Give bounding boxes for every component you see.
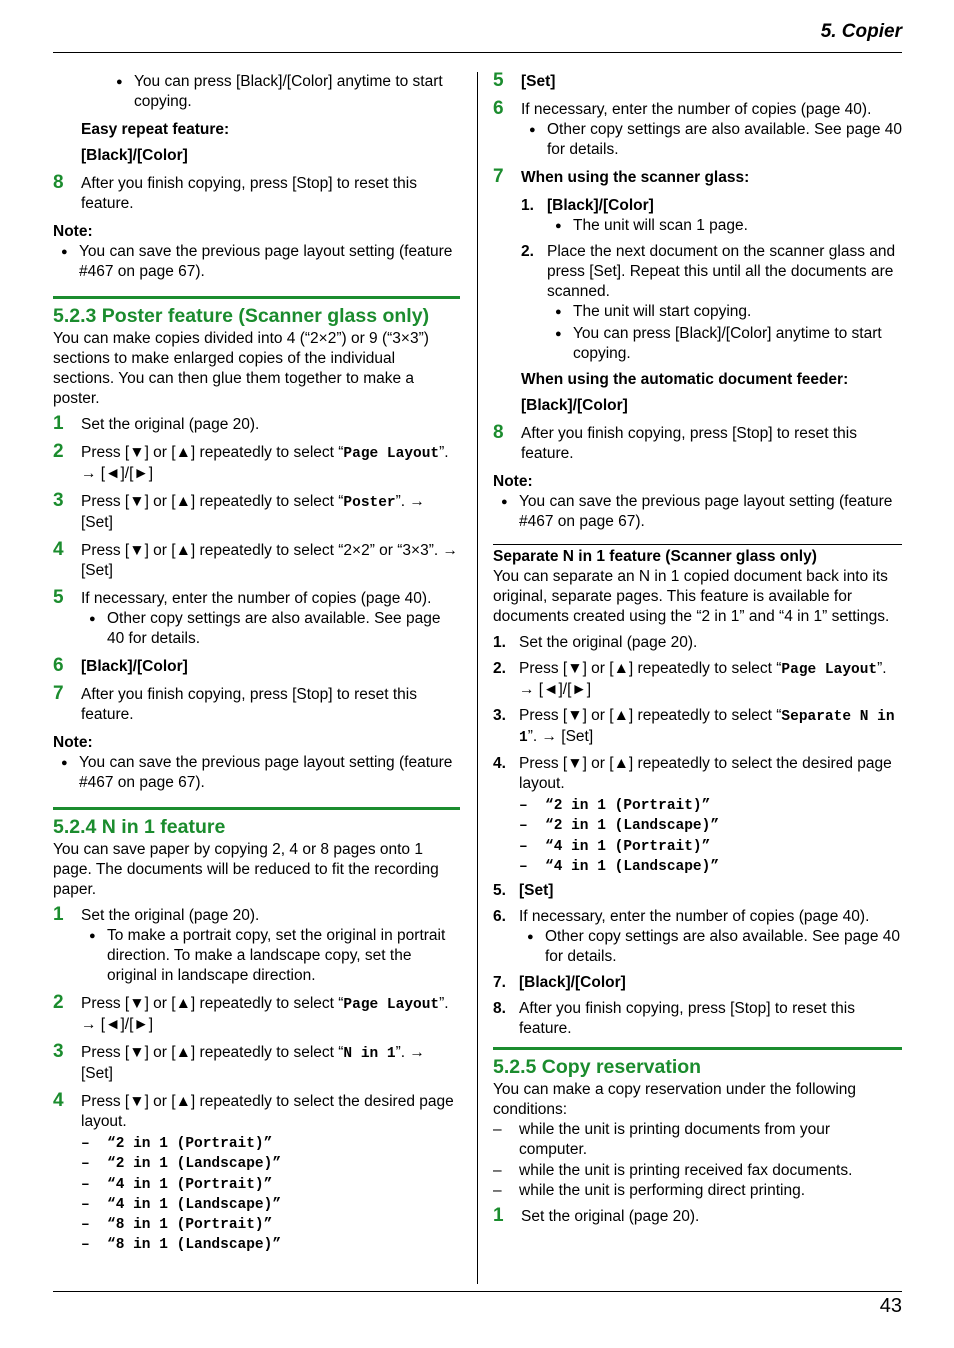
step (493, 100, 902, 160)
step-number: 6. (493, 908, 506, 926)
step-number: 2. (521, 243, 534, 260)
step-text (81, 444, 449, 482)
step-number: 8. (493, 1000, 506, 1018)
layout-option: – “4 in 1 (Landscape)” (519, 857, 902, 877)
step-text-pre: Press [▼] or [▲] repeatedly to select “ (81, 444, 344, 461)
step-number: 2 (53, 992, 64, 1013)
easy-repeat-title: Easy repeat feature: (81, 121, 230, 138)
step-text: Press [▼] or [▲] repeatedly to select “2×2” or “3×3”. → [Set] (81, 542, 458, 579)
step-number: 4. (493, 755, 506, 772)
step-number: 1 (53, 413, 64, 434)
list-item: ● Other copy settings are also available. See page 40 for details. (81, 609, 460, 649)
layout-options (493, 796, 902, 877)
note-item: ● You can save the previous page layout setting (feature #467 on page 67). (53, 753, 460, 793)
step (521, 242, 902, 364)
note-item: ● You can save the previous page layout setting (feature #467 on page 67). (53, 242, 460, 282)
step-number: 7 (493, 166, 504, 187)
reservation-section (493, 1047, 902, 1227)
step-text: After you finish copying, press [Stop] to reset this feature. (81, 686, 417, 723)
step-text: [Black]/[Color] (81, 658, 188, 675)
step (53, 994, 460, 1035)
section-intro: You can save paper by copying 2, 4 or 8 pages onto 1 page. The documents will be reduced to fit the recording paper. (53, 841, 439, 898)
step-text: [Black]/[Color] (519, 974, 626, 992)
step-text: When using the scanner glass: (521, 169, 750, 186)
step-text-post: ”. → [◄]/[►] (81, 444, 449, 482)
step-text: Press [▼] or [▲] repeatedly to select the desired page layout. (81, 1093, 454, 1130)
layout-option: – “4 in 1 (Landscape)” (81, 1195, 460, 1215)
menu-code: Page Layout (343, 446, 440, 462)
poster-section (53, 296, 460, 793)
step-number: 5 (493, 70, 504, 91)
step-number: 1. (493, 634, 506, 651)
note-item: ● You can save the previous page layout setting (feature #467 on page 67). (493, 492, 902, 532)
step-number: 7. (493, 974, 506, 992)
step-text (519, 707, 895, 745)
menu-code: N in 1 (343, 1046, 396, 1062)
step-text-post: ”. → [◄]/[►] (81, 995, 449, 1033)
scanner-glass-steps (493, 196, 902, 364)
step-text: Set the original (page 20). (521, 1208, 700, 1226)
step-text-pre: Press [▼] or [▲] repeatedly to select “ (81, 493, 344, 510)
step (521, 196, 902, 236)
layout-option: – “2 in 1 (Portrait)” (81, 1134, 460, 1154)
step (53, 415, 460, 435)
conditions-list (493, 1120, 902, 1201)
condition-item: – while the unit is printing documents from your computer. (493, 1120, 902, 1161)
step-number: 2. (493, 660, 506, 677)
step-number: 1. (521, 197, 534, 214)
separate-section (493, 544, 902, 1039)
column-divider (477, 72, 478, 1284)
step (53, 174, 460, 214)
menu-code: Page Layout (343, 997, 440, 1013)
step-text (81, 493, 425, 531)
step-text (81, 995, 449, 1033)
list-item: ● You can press [Black]/[Color] anytime to start copying. (547, 324, 902, 364)
step (493, 1207, 902, 1227)
step-number: 5. (493, 882, 506, 900)
step-text-pre: Press [▼] or [▲] repeatedly to select “ (519, 660, 782, 677)
step-text: If necessary, enter the number of copies (page 40). (521, 101, 872, 118)
step-number: 1 (53, 904, 64, 925)
list-item: ● The unit will scan 1 page. (547, 216, 902, 236)
step-text: Place the next document on the scanner glass and press [Set]. Repeat this until all the documents are scanned. (547, 243, 896, 300)
chapter-title: 5. Copier (820, 21, 902, 42)
step (53, 541, 460, 581)
step-number: 5 (53, 587, 64, 608)
step-text: [Set] (519, 882, 554, 900)
step (53, 657, 460, 677)
section-intro: You can make a copy reservation under the following conditions: (493, 1081, 857, 1119)
step (493, 659, 902, 700)
step-number: 7 (53, 683, 64, 704)
step-text: Set the original (page 20). (81, 416, 260, 433)
step-text: Set the original (page 20). (81, 907, 260, 924)
condition-item: – while the unit is printing received fax documents. (493, 1161, 902, 1181)
step (493, 881, 902, 901)
footer-rule (53, 1291, 902, 1292)
section-title: 5.2.3 Poster feature (Scanner glass only) (53, 305, 430, 327)
step (493, 633, 902, 653)
list-item: ● To make a portrait copy, set the original in portrait direction. To make a landscape copy, set the original in landscape direction. (81, 926, 460, 986)
step-text: If necessary, enter the number of copies (page 40). (519, 908, 870, 926)
step-number: 8 (493, 422, 504, 443)
list-item: ● Other copy settings are also available. See page 40 for details. (521, 120, 902, 160)
step-text-pre: Press [▼] or [▲] repeatedly to select “ (519, 707, 782, 724)
step-text-pre: Press [▼] or [▲] repeatedly to select “ (81, 995, 344, 1012)
step (53, 906, 460, 986)
layout-option: – “2 in 1 (Landscape)” (519, 816, 902, 836)
note-title: Note: (53, 223, 93, 240)
poster-steps (53, 415, 460, 725)
layout-option: – “4 in 1 (Portrait)” (81, 1175, 460, 1195)
step (53, 1092, 460, 1132)
step-text: If necessary, enter the number of copies (page 40). (81, 590, 432, 607)
step-number: 4 (53, 539, 64, 560)
step-text-post: ”. → [Set] (81, 1044, 425, 1082)
list-item: ● Other copy settings are also available. See page 40 for details. (519, 927, 902, 967)
step (53, 685, 460, 725)
step-text: Press [▼] or [▲] repeatedly to select the desired page layout. (519, 755, 892, 792)
page-number: 43 (879, 1295, 902, 1317)
menu-code: Poster (343, 495, 396, 511)
step (493, 999, 902, 1039)
menu-code: Separate N in 1 (519, 709, 895, 746)
step (53, 443, 460, 484)
layout-options (53, 1134, 460, 1256)
step-text-pre: Press [▼] or [▲] repeatedly to select “ (81, 1044, 344, 1061)
step (493, 72, 902, 92)
subsection-title: Separate N in 1 feature (Scanner glass only) (493, 548, 817, 565)
step-number: 8 (53, 172, 64, 193)
step-number: 3 (53, 490, 64, 511)
step (493, 168, 902, 188)
step (493, 907, 902, 967)
steps (493, 72, 902, 188)
page-header (53, 20, 902, 53)
step-text-post: ”. → [Set] (81, 493, 425, 531)
step-number: 4 (53, 1090, 64, 1111)
note-title: Note: (53, 734, 93, 751)
menu-code: Page Layout (781, 662, 878, 678)
step-number: 3. (493, 707, 506, 724)
layout-option: – “4 in 1 (Portrait)” (519, 837, 902, 857)
adf-keys: [Black]/[Color] (521, 397, 628, 414)
nin1-section (53, 807, 460, 1256)
step (53, 589, 460, 649)
step (493, 424, 902, 464)
note-title: Note: (493, 473, 533, 490)
section-intro: You can make copies divided into 4 (“2×2”) or 9 (“3×3”) sections to make enlarged copies of the individual sections. You can then glue them together to make a poster. (53, 330, 429, 407)
step-text-post: ”. → [◄]/[►] (519, 660, 887, 698)
layout-option: – “2 in 1 (Portrait)” (519, 796, 902, 816)
step-text: Set the original (page 20). (519, 634, 698, 651)
step-number: 2 (53, 441, 64, 462)
separate-steps-b (493, 881, 902, 1039)
separate-steps (493, 633, 902, 794)
step (493, 706, 902, 748)
step-number: 1 (493, 1205, 504, 1227)
left-column (53, 72, 460, 1256)
step-text: [Set] (521, 73, 556, 90)
list-item: ● The unit will start copying. (547, 302, 902, 322)
section-intro: You can separate an N in 1 copied document back into its original, separate pages. This feature is available for documents created using the “2 in 1” and “4 in 1” settings. (493, 568, 890, 625)
step-text: [Black]/[Color] (547, 197, 654, 214)
step-text: After you finish copying, press [Stop] to reset this feature. (521, 425, 857, 462)
right-column (493, 72, 902, 1235)
section-title: 5.2.4 N in 1 feature (53, 816, 226, 838)
step-number: 6 (53, 655, 64, 676)
section-title: 5.2.5 Copy reservation (493, 1056, 702, 1079)
step-text (519, 660, 887, 698)
step-number: 6 (493, 98, 504, 119)
step-text: After you finish copying, press [Stop] to reset this feature. (519, 1000, 855, 1038)
step-text-post: ”. → [Set] (527, 728, 594, 745)
step (493, 754, 902, 794)
step-text (81, 1044, 425, 1082)
layout-option: – “8 in 1 (Portrait)” (81, 1215, 460, 1235)
layout-option: – “2 in 1 (Landscape)” (81, 1154, 460, 1174)
step (493, 973, 902, 993)
list-item: ● You can press [Black]/[Color] anytime to start copying. (108, 72, 460, 112)
step (53, 1043, 460, 1084)
nin1-steps (53, 906, 460, 1132)
easy-repeat-keys: [Black]/[Color] (81, 147, 188, 164)
adf-title: When using the automatic document feeder: (521, 371, 849, 388)
step-text: After you finish copying, press [Stop] to reset this feature. (81, 175, 417, 212)
step-number: 3 (53, 1041, 64, 1062)
layout-option: – “8 in 1 (Landscape)” (81, 1235, 460, 1255)
step (53, 492, 460, 533)
condition-item: – while the unit is performing direct printing. (493, 1181, 902, 1201)
